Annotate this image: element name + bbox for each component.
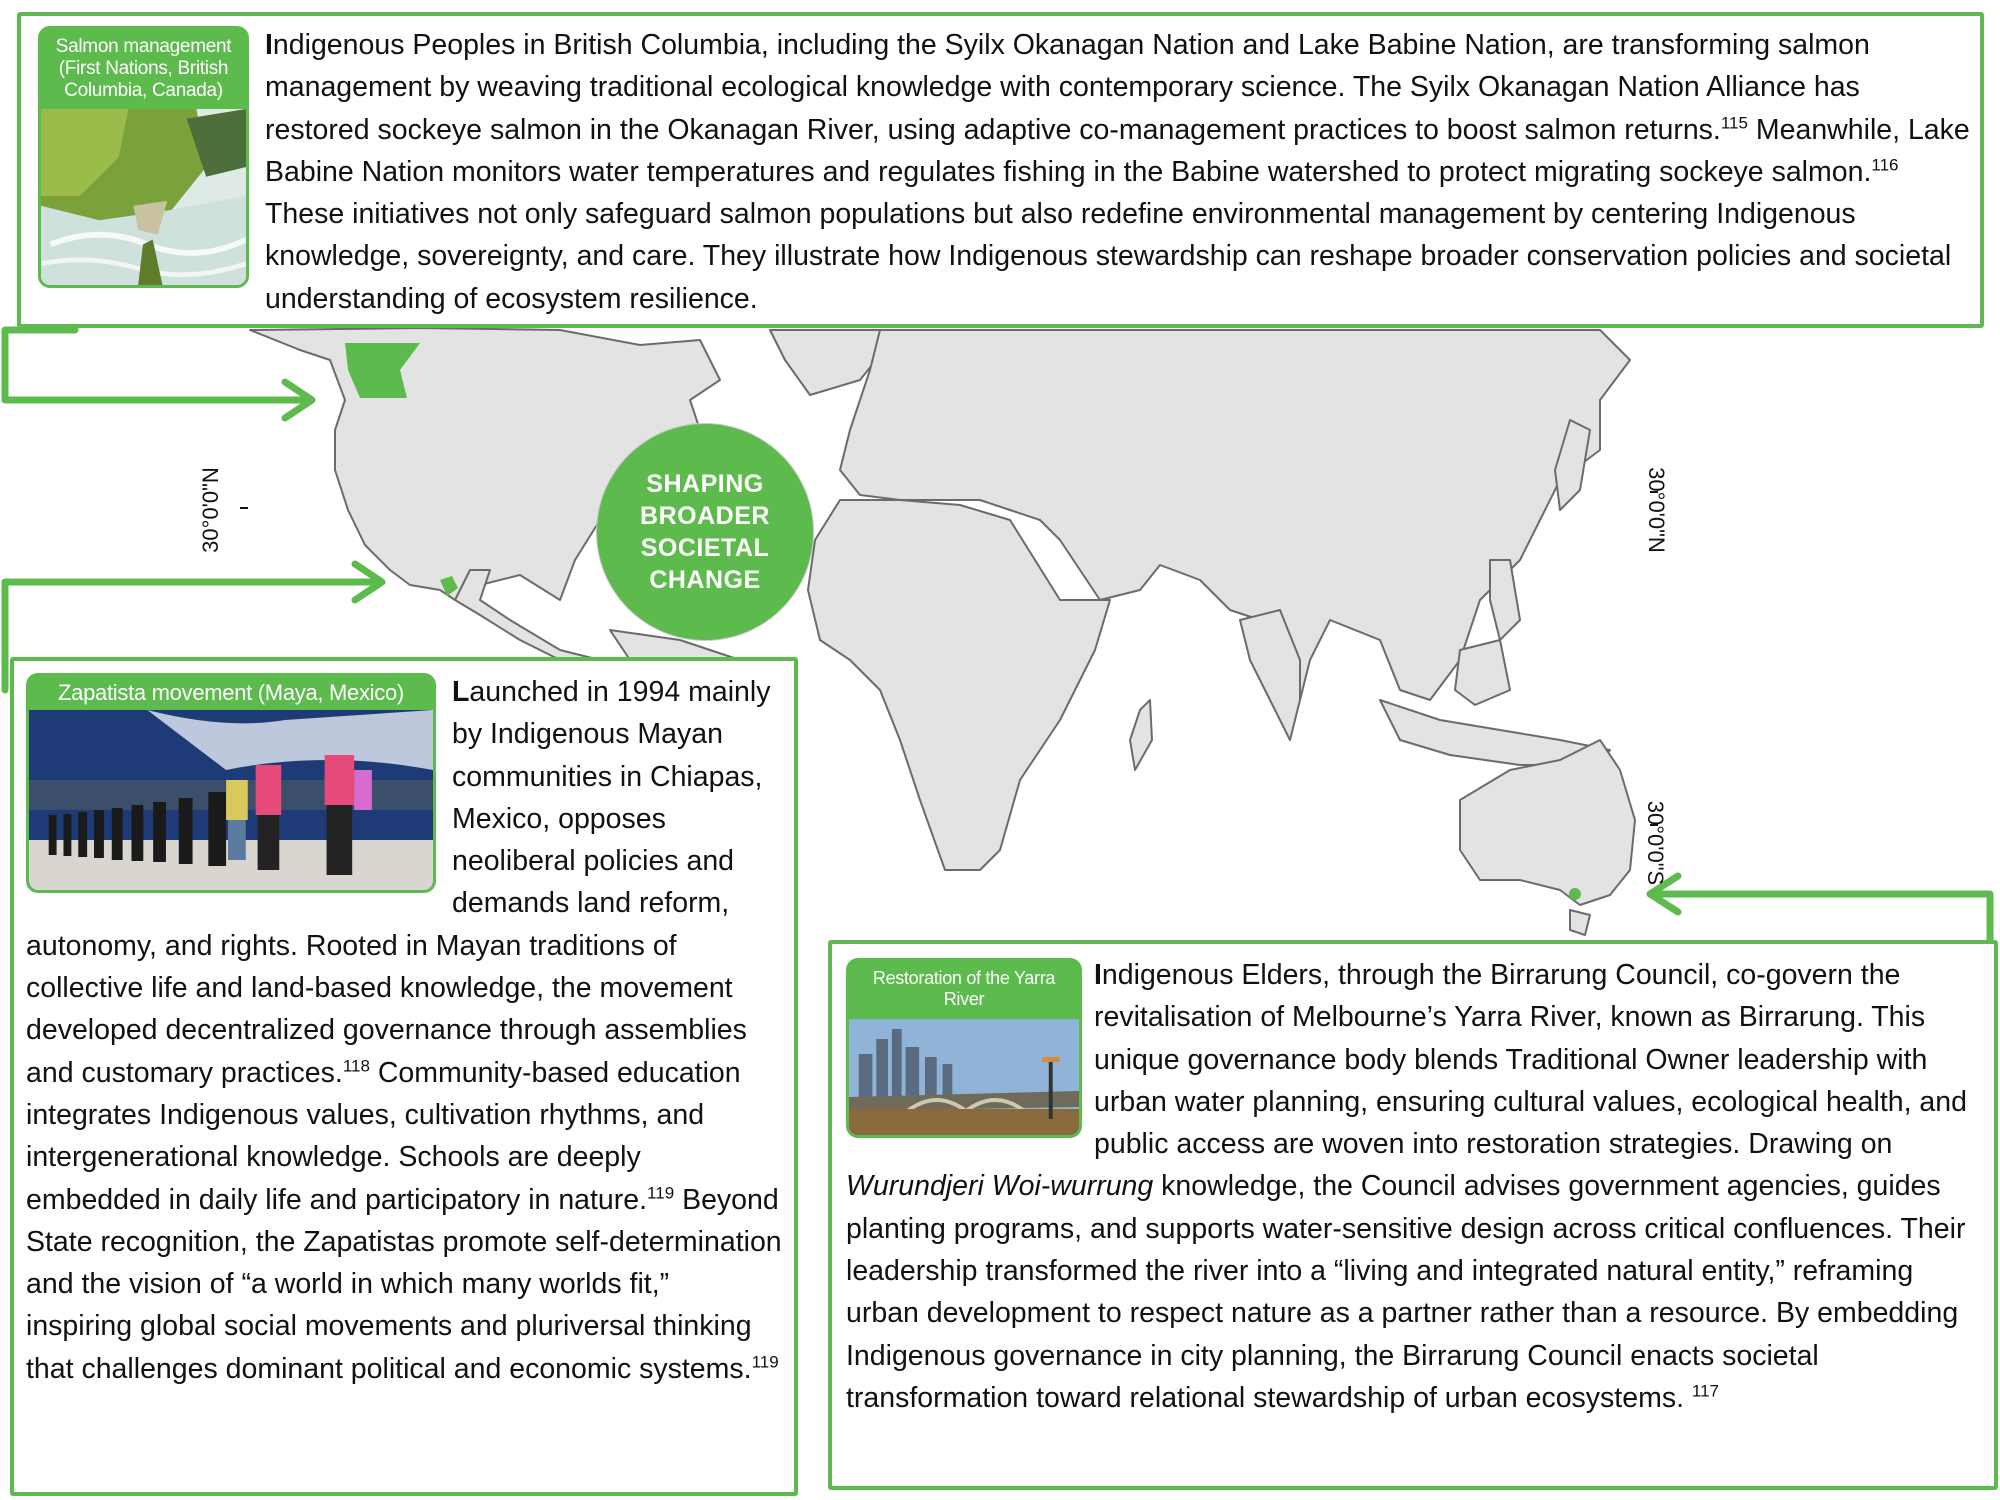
madagascar-landmass — [1130, 700, 1152, 770]
borneo-landmass — [1455, 640, 1510, 705]
photo-card-zapatista — [26, 673, 436, 893]
badge-line: BROADER — [640, 502, 770, 530]
central-america-landmass — [455, 570, 600, 660]
tasmania-landmass — [1570, 910, 1590, 935]
footnote-ref[interactable]: 119 — [751, 1352, 779, 1372]
card-title: Restoration of the Yarra River — [849, 961, 1079, 1019]
drop-letter: I — [1094, 959, 1102, 991]
philippines-landmass — [1490, 560, 1520, 640]
case-box-zapatista-movement — [10, 657, 798, 1496]
text-segment: ndigenous Elders, through the Birrarung Council, co-govern the revitalisation of Melbourne’s Yarra River, known as Birrarung. This unique governance body blends Traditional Owner leadership with urban water planning, ensuring cultural values, ecological health, and public access are woven into restoration strategies. Drawing on — [1094, 959, 1967, 1161]
text-segment: Community-based education integrates Indigenous values, cultivation rhythms, and intergenerational knowledge. Schools are deeply embedded in daily life and participatory in nature. — [26, 1056, 741, 1216]
drop-letter: L — [452, 676, 470, 708]
shaping-societal-change-badge — [597, 424, 813, 640]
badge-line: SHAPING — [646, 470, 764, 498]
salmon-connector-arrow — [5, 330, 310, 400]
card-title: Zapatista movement (Maya, Mexico) — [29, 676, 433, 710]
text-segment: aunched in 1994 mainly by Indigenous Mayan communities in Chiapas, Mexico, opposes neoliberal policies and demands land reform, autonomy, and rights. Rooted in Mayan traditions of collective life and land-based knowledge, the movement developed decentralized governance through assemblies and customary practices. — [26, 676, 771, 1089]
text-segment: knowledge, the Council advises government agencies, guides planting programs, and supports water-sensitive design across critical confluences. Their leadership transformed the river into a “living and integrated natural entity,” reframing urban development to respect nature as a partner rather than a resource. By embedding Indigenous governance in city planning, the Birrarung Council enacts societal transformation toward relational stewardship of urban ecosystems. — [846, 1170, 1966, 1414]
case-box-yarra-river — [828, 940, 1998, 1490]
latitude-label-30s-right: 30°0'0"S — [1643, 800, 1669, 886]
text-segment: Meanwhile, Lake Babine Nation monitors water temperatures and regulates fishing in the Babine watershed to protect migrating sockeye salmon. — [265, 113, 1970, 188]
footnote-ref[interactable]: 116 — [1871, 155, 1899, 175]
card-title: Salmon management (First Nations, British Columbia, Canada) — [41, 29, 246, 109]
badge-line: SOCIETAL — [640, 534, 770, 562]
melbourne-highlight — [1569, 888, 1581, 900]
salmon-description — [31, 24, 1970, 320]
text-segment: ndigenous Peoples in British Columbia, including the Syilx Okanagan Nation and Lake Babine Nation, are transforming salmon management by weaving traditional ecological knowledge with contemporary science. The Syilx Okanagan Nation Alliance has restored sockeye salmon in the Okanagan River, using adaptive co-management practices to boost salmon returns. — [265, 29, 1870, 146]
yarra-connector-arrow — [1652, 894, 1990, 942]
case-box-salmon-management — [17, 12, 1984, 328]
latitude-label-30n-right: 30°0'0"N — [1643, 467, 1669, 553]
footnote-ref[interactable]: 118 — [342, 1056, 370, 1076]
zapatista-photo-image — [29, 710, 433, 890]
photo-card-yarra — [846, 958, 1082, 1138]
text-segment: Beyond State recognition, the Zapatistas promote self-determination and the vision of “a world in which many worlds fit,” inspiring global social movements and pluriversal thinking that challenges dominant political and economic systems. — [26, 1183, 782, 1385]
drop-letter: I — [265, 29, 273, 61]
australia-landmass — [1460, 740, 1635, 905]
footnote-ref[interactable]: 119 — [647, 1183, 675, 1203]
river-photo-image — [41, 109, 246, 285]
latitude-label-30n-left: 30°0'0"N — [197, 467, 223, 553]
text-segment: These initiatives not only safeguard salmon populations but also redefine environmental management by centering Indigenous knowledge, sovereignty, and care. They illustrate how Indigenous stewardship can reshape broader conservation policies and societal understanding of ecosystem resilience. — [265, 198, 1952, 315]
badge-line: CHANGE — [649, 566, 761, 594]
yarra-photo-image — [849, 1019, 1079, 1138]
footnote-ref[interactable]: 115 — [1720, 113, 1748, 133]
italic-term: Wurundjeri Woi-wurrung — [846, 1170, 1154, 1203]
footnote-ref[interactable]: 117 — [1691, 1381, 1720, 1401]
photo-card-salmon — [38, 26, 249, 288]
africa-landmass — [808, 500, 1110, 870]
